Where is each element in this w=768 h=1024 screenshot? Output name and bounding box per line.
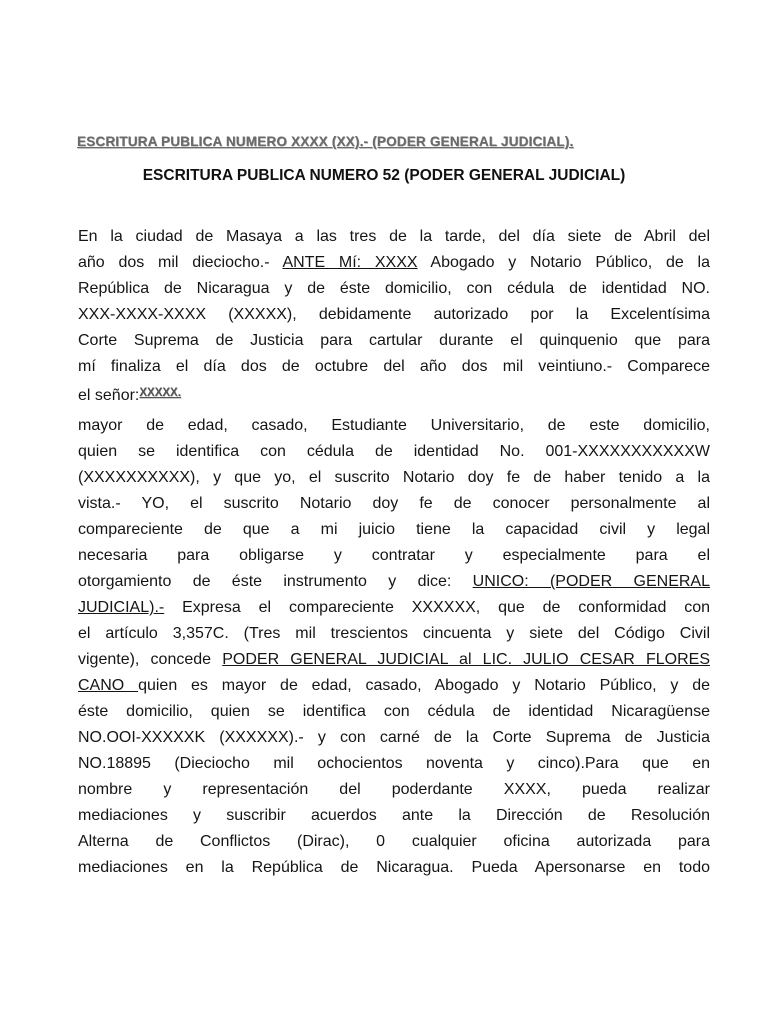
text-line: año dos mil dieciocho.- ANTE Mí: XXXX Abogado y Notario Público, de la xyxy=(78,254,710,271)
text-line: Corte Suprema de Justicia para cartular durante el quinquenio que para xyxy=(78,332,710,349)
text-line: quien se identifica con cédula de identidad No. 001-XXXXXXXXXXXW xyxy=(78,443,710,460)
text-line: mayor de edad, casado, Estudiante Universitario, de este domicilio, xyxy=(78,417,710,434)
text-line: vigente), concede PODER GENERAL JUDICIAL al LIC. JULIO CESAR FLORES xyxy=(78,651,710,668)
text-line: (XXXXXXXXXX), y que yo, el suscrito Notario doy fe de haber tenido a la xyxy=(78,469,710,486)
text-line: mí finaliza el día dos de octubre del año dos mil veintiuno.- Comparece xyxy=(78,358,710,375)
unico-clause: UNICO: (PODER GENERAL xyxy=(472,573,710,590)
appearing-party-name: XXXXX. xyxy=(139,387,181,399)
faded-template-heading: ESCRITURA PUBLICA NUMERO XXXX (XX).- (PODER GENERAL JUDICIAL). xyxy=(77,134,574,149)
text-line: necesaria para obligarse y contratar y especialmente para el xyxy=(78,547,710,564)
attorney-surname: CANO xyxy=(78,677,139,694)
unico-clause-end: JUDICIAL).- xyxy=(78,599,165,616)
text-line: mediaciones y suscribir acuerdos ante la Dirección de Resolución xyxy=(78,807,710,824)
text-line: vista.- YO, el suscrito Notario doy fe de conocer personalmente al xyxy=(78,495,710,512)
text-line: JUDICIAL).- Expresa el compareciente XXXXXX, que de conformidad con xyxy=(78,599,710,616)
text-line: República de Nicaragua y de éste domicilio, con cédula de identidad NO. xyxy=(78,280,710,297)
text-line: En la ciudad de Masaya a las tres de la tarde, del día siete de Abril del xyxy=(78,228,710,245)
text-line: nombre y representación del poderdante XXXX, pueda realizar xyxy=(78,781,710,798)
notary-reference: ANTE Mí: XXXX xyxy=(282,254,418,271)
text-line: compareciente de que a mi juicio tiene la capacidad civil y legal xyxy=(78,521,710,538)
text-line: NO.OOI-XXXXXK (XXXXXX).- y con carné de la Corte Suprema de Justicia xyxy=(78,729,710,746)
paragraph-power-of-attorney xyxy=(78,413,710,881)
text-line: éste domicilio, quien se identifica con cédula de identidad Nicaragüense xyxy=(78,703,710,720)
text-line: NO.18895 (Dieciocho mil ochocientos noventa y cinco).Para que en xyxy=(78,755,710,772)
deed-title: ESCRITURA PUBLICA NUMERO 52 (PODER GENERAL JUDICIAL) xyxy=(142,167,626,184)
granted-power: PODER GENERAL JUDICIAL al LIC. JULIO CESAR FLORES xyxy=(222,651,710,668)
text-line: mediaciones en la República de Nicaragua. Pueda Apersonarse en todo xyxy=(78,859,710,876)
text-line: XXX-XXXX-XXXX (XXXXX), debidamente autorizado por la Excelentísima xyxy=(78,306,710,323)
text-line: CANO quien es mayor de edad, casado, Abogado y Notario Público, y de xyxy=(78,677,710,694)
text-line: el artículo 3,357C. (Tres mil trescientos cincuenta y siete del Código Civil xyxy=(78,625,710,642)
text-line: otorgamiento de éste instrumento y dice: UNICO: (PODER GENERAL xyxy=(78,573,710,590)
text-line: Alterna de Conflictos (Dirac), 0 cualquier oficina autorizada para xyxy=(78,833,710,850)
text-line: el señor:XXXXX. xyxy=(78,380,710,406)
paragraph-appearance xyxy=(78,224,710,406)
